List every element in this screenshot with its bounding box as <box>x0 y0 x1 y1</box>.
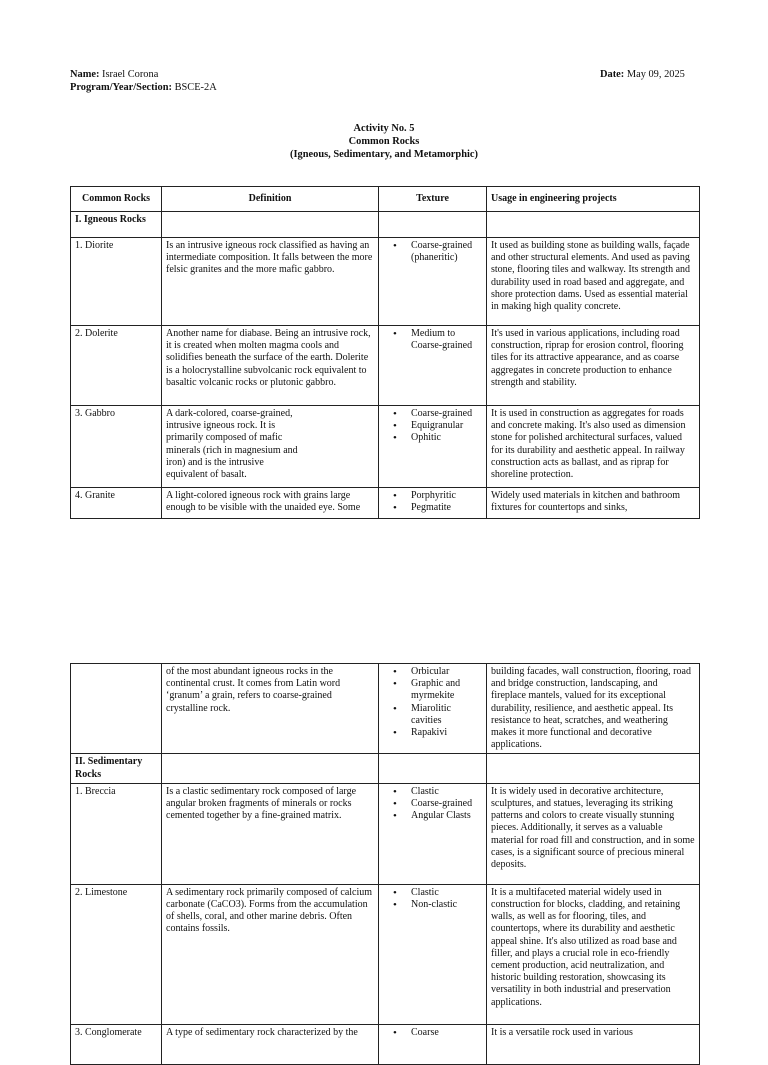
rock-name: 1. Breccia <box>71 783 162 884</box>
section-row-igneous <box>71 212 700 238</box>
rock-texture <box>379 884 487 1024</box>
texture-item: • Miarolitic cavities <box>411 703 482 727</box>
table-row <box>71 884 700 1024</box>
table-row <box>71 1024 700 1064</box>
table-row <box>71 238 700 326</box>
date-value: May 09, 2025 <box>626 69 685 80</box>
texture-item: • Equigranular <box>411 420 482 432</box>
texture-item: • Ophitic <box>411 432 482 444</box>
rocks-table-page-2 <box>70 663 700 1065</box>
empty-cell <box>487 212 700 238</box>
rock-definition <box>162 406 379 488</box>
program-label: Program/Year/Section: <box>70 82 172 93</box>
column-header-usage: Usage in engineering projects <box>487 187 700 212</box>
empty-cell <box>487 754 700 783</box>
rock-definition: of the most abundant igneous rocks in the continental crust. It comes from Latin word ‘granum’ a grain, refers to coarse-grained crystalline rock. <box>162 664 379 754</box>
rock-definition-text: A dark-colored, coarse-grained, intrusive igneous rock. It is primarily composed of mafic minerals (rich in magnesium and iron) and is the intrusive equivalent of basalt. <box>166 408 298 481</box>
rock-name: 2. Dolerite <box>71 326 162 406</box>
rock-name: 1. Diorite <box>71 238 162 326</box>
texture-item: • Coarse-grained (phaneritic) <box>411 240 482 264</box>
activity-subtitle-categories: (Igneous, Sedimentary, and Metamorphic) <box>290 149 478 160</box>
texture-item: • Coarse-grained <box>411 798 482 810</box>
rock-definition: A light-colored igneous rock with grains large enough to be visible with the unaided eye. Some <box>162 488 379 519</box>
empty-cell <box>162 754 379 783</box>
date-label: Date: <box>600 69 625 80</box>
rock-name: 4. Granite <box>71 488 162 519</box>
rock-texture <box>379 1024 487 1064</box>
page-two-region <box>0 660 768 1038</box>
rock-texture <box>379 238 487 326</box>
rock-usage: It is a multifaceted material widely used in construction for blocks, cladding, and retaining walls, as well as for flooring, tiles, and countertops, where its durability and aesthetic appeal shine. It's also utilized as road base and filler, and plays a crucial role in eco-friendly cement production, acid neutralization, and historic building restoration, showcasing its versatility in both industrial and preservation applications. <box>487 884 700 1024</box>
rock-texture <box>379 406 487 488</box>
table-row <box>71 488 700 519</box>
texture-item: • Rapakivi <box>411 727 482 739</box>
rock-definition: Another name for diabase. Being an intrusive rock, it is created when molten magma cools and solidifies beneath the surface of the earth. Dolerite is a holocrystalline subvolcanic rock equivalent to basaltic volcanic rocks or plutonic gabbro. <box>162 326 379 406</box>
texture-item: • Porphyritic <box>411 490 482 502</box>
empty-cell <box>162 212 379 238</box>
rock-name: 3. Gabbro <box>71 406 162 488</box>
rock-definition: Is an intrusive igneous rock classified as having an intermediate composition. It falls between the more felsic granites and the more mafic gabbro. <box>162 238 379 326</box>
column-header-definition: Definition <box>162 187 379 212</box>
rock-texture <box>379 664 487 754</box>
texture-item: • Non-clastic <box>411 899 482 911</box>
rock-definition: Is a clastic sedimentary rock composed of large angular broken fragments of minerals or rocks cemented together by a fine-grained matrix. <box>162 783 379 884</box>
table-row <box>71 326 700 406</box>
texture-item: • Graphic and myrmekite <box>411 678 482 702</box>
texture-item: • Angular Clasts <box>411 810 482 822</box>
rock-usage: Widely used materials in kitchen and bathroom fixtures for countertops and sinks, <box>487 488 700 519</box>
rock-usage: It used as building stone as building walls, façade and other structural elements. And used as paving stone, flooring tiles and walkway. Its strength and durability used in road based and aggregate, and shore protection dams. Used as essential material in making high quality concrete. <box>487 238 700 326</box>
texture-item: • Coarse-grained <box>411 408 482 420</box>
rock-definition: A sedimentary rock primarily composed of calcium carbonate (CaCO3). Forms from the accumulation of shells, coral, and other marine debris. Often contains fossils. <box>162 884 379 1024</box>
empty-cell <box>71 664 162 754</box>
column-header-texture: Texture <box>379 187 487 212</box>
empty-cell <box>379 212 487 238</box>
texture-item: • Clastic <box>411 887 482 899</box>
rock-usage: It's used in various applications, including road construction, riprap for erosion control, flooring tiles for its attractive appearance, and as coarse aggregates in concrete production to enhance strength and stability. <box>487 326 700 406</box>
rock-definition: A type of sedimentary rock characterized by the <box>162 1024 379 1064</box>
rocks-table-page-1 <box>70 186 700 519</box>
name-label: Name: <box>70 69 100 80</box>
section-row-sedimentary <box>71 754 700 783</box>
rock-texture <box>379 488 487 519</box>
name-value: Israel Corona <box>102 69 159 80</box>
activity-title: Activity No. 5 <box>353 123 415 134</box>
empty-cell <box>379 754 487 783</box>
column-header-common-rocks: Common Rocks <box>71 187 162 212</box>
texture-item: • Pegmatite <box>411 502 482 514</box>
section-label-igneous: I. Igneous Rocks <box>71 212 162 238</box>
rock-usage: It is widely used in decorative architecture, sculptures, and statues, leveraging its striking patterns and colors to create visually stunning pieces. Additionally, it serves as a valuable material for road fill and construction, and in some cases, is a significant source of precious mineral deposits. <box>487 783 700 884</box>
rock-usage: building facades, wall construction, flooring, road and bridge construction, landscaping, and fireplace mantels, valued for its exceptional durability, resilience, and aesthetic appeal. Its resistance to heat, scratches, and weathering makes it more functional and decorative applications. <box>487 664 700 754</box>
rock-name: 3. Conglomerate <box>71 1024 162 1064</box>
program-value: BSCE-2A <box>174 82 217 93</box>
texture-item: • Orbicular <box>411 666 482 678</box>
texture-item: • Clastic <box>411 786 482 798</box>
rock-texture <box>379 326 487 406</box>
page-one-region <box>0 0 768 520</box>
activity-subtitle: Common Rocks <box>348 136 420 147</box>
texture-item: • Coarse <box>411 1027 482 1039</box>
table-row <box>71 783 700 884</box>
rock-texture <box>379 783 487 884</box>
texture-item: • Medium to Coarse-grained <box>411 328 482 352</box>
table-header-row <box>71 187 700 212</box>
section-label-sedimentary: II. Sedimentary Rocks <box>71 754 162 783</box>
rock-name: 2. Limestone <box>71 884 162 1024</box>
table-row <box>71 664 700 754</box>
table-row <box>71 406 700 488</box>
rock-usage: It is used in construction as aggregates for roads and concrete making. It's also used as dimension stone for polished architectural surfaces, valued for its durability and aesthetic appeal. In railway construction acts as ballast, and as riprap for shoreline protection. <box>487 406 700 488</box>
rock-usage: It is a versatile rock used in various <box>487 1024 700 1064</box>
